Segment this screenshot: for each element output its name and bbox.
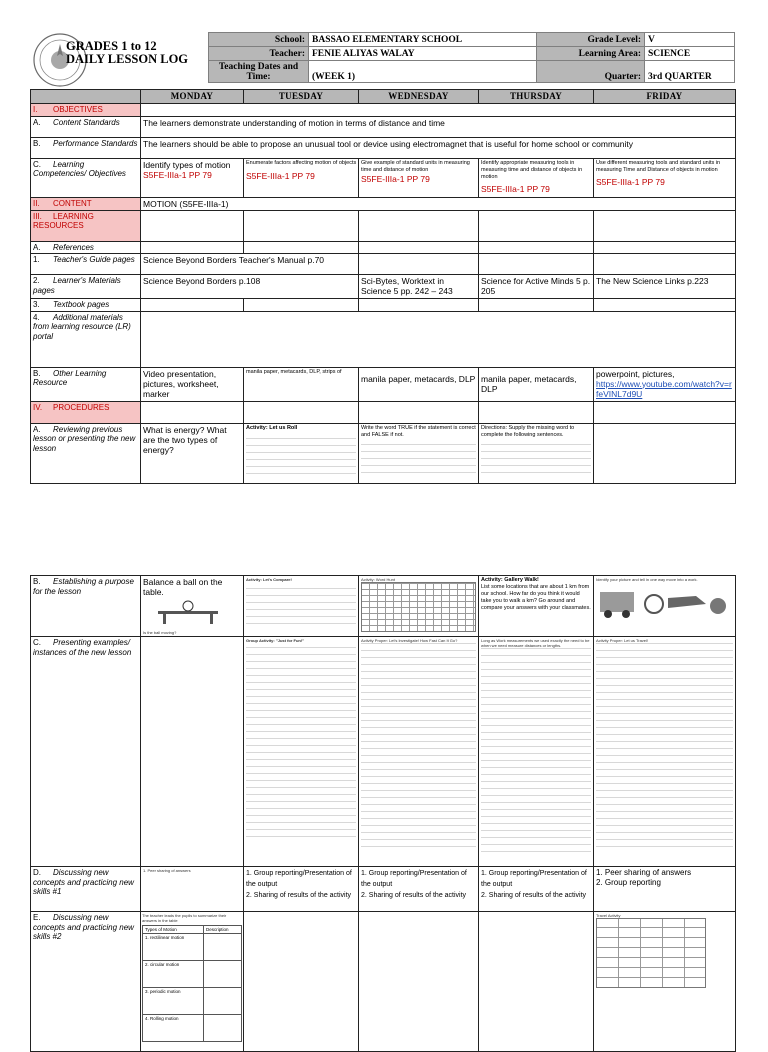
dates-value: (WEEK 1) (309, 61, 537, 83)
form-title (66, 40, 188, 66)
establishing-tuesday-title: Activity: Let's Compare! (246, 577, 292, 582)
presenting-friday-title: Activity Proper: Let us Travel! (596, 638, 649, 643)
discussing1-friday-2: 2. Group reporting (596, 878, 661, 887)
learners-materials-wednesday: Sci-Bytes, Worktext in Science 5 pp. 242 – 243 (359, 275, 479, 299)
lesson-grid-page-1 (30, 89, 736, 484)
establishing-friday-title: Identify your picture and tell in one way move into a work. (596, 577, 698, 582)
description-col-header: Description (204, 926, 242, 934)
discussing2-label: E. Discussing new concepts and practicing new skills #2 (31, 912, 141, 1052)
other-resources-wednesday: manila paper, metacards, DLP (359, 367, 479, 401)
other-resources-tuesday: manila paper, metacards, DLP, strips of (244, 367, 359, 401)
discussing1-friday: 1. Peer sharing of answers (596, 868, 692, 877)
competency-wednesday: Give example of standard units in measuring time and distance of motion (361, 159, 470, 173)
table-ball-illustration-icon (143, 597, 238, 625)
competency-tuesday: Enumerate factors affecting motion of objects (246, 159, 357, 166)
worksheet-thumbnail (361, 439, 476, 479)
content-standards-text: The learners demonstrate understanding of motion in terms of distance and time (141, 116, 736, 137)
lesson-grid-page-2 (30, 575, 736, 1052)
establishing-monday: Balance a ball on the table. (143, 577, 223, 597)
competency-monday: Identify types of motion (143, 159, 231, 170)
reviewing-label: A. Reviewing previous lesson or presenting the new lesson (31, 423, 141, 483)
day-friday: FRIDAY (594, 90, 736, 104)
grade-level-label: Grade Level: (537, 33, 645, 47)
learners-materials-friday: The New Science Links p.223 (594, 275, 736, 299)
discussing1-wednesday-2: 2. Sharing of results of the activity (361, 892, 467, 899)
youtube-link[interactable]: https://www.youtube.com/watch?v=rfeVINL7d9U (596, 378, 732, 399)
competency-code-friday: S5FE-IIIa-1 PP 79 (596, 176, 665, 187)
school-value: BASSAO ELEMENTARY SCHOOL (309, 33, 537, 47)
teachers-guide-text: Science Beyond Borders Teacher's Manual p.70 (141, 254, 359, 275)
corner-cell (31, 90, 141, 104)
discussing1-wednesday: 1. Group reporting/Presentation of the output (361, 870, 467, 888)
teacher-label: Teacher: (209, 47, 309, 61)
learning-area-label: Learning Area: (537, 47, 645, 61)
other-resources-friday: powerpoint, pictures, (596, 368, 675, 379)
reviewing-tuesday-title: Activity: Let us Roll (246, 424, 298, 431)
reviewing-wednesday: Write the word TRUE if the statement is correct and FALSE if not. (361, 424, 476, 438)
competencies-label: C. Learning Competencies/ Objectives (31, 158, 141, 197)
competency-code-wednesday: S5FE-IIIa-1 PP 79 (361, 173, 430, 184)
discussing1-tuesday-2: 2. Sharing of results of the activity (246, 892, 352, 899)
other-resources-thursday: manila paper, metacards, DLP (479, 367, 594, 401)
lesson-log-page-2 (30, 575, 735, 1052)
competency-friday: Use different measuring tools and standard units in measuring Time and Distance of objects in motion (596, 159, 721, 173)
presenting-tuesday-title: Group Activity: "Just for Fun!" (246, 638, 305, 643)
vehicles-pictures-icon (596, 582, 732, 624)
day-monday: MONDAY (141, 90, 244, 104)
teachers-guide-label: 1. Teacher's Guide pages (31, 254, 141, 275)
discussing1-label: D. Discussing new concepts and practicing new skills #1 (31, 867, 141, 912)
day-tuesday: TUESDAY (244, 90, 359, 104)
additional-materials-label: 4. Additional materials from learning resource (LR) portal (31, 311, 141, 367)
establishing-thursday: List some locations that are about 1 km from our school. How far do you think it would take you to walk a km? Go around and compare your answers with your classmates. (481, 584, 591, 611)
learners-materials-monday: Science Beyond Borders p.108 (141, 275, 359, 299)
competency-code-tuesday: S5FE-IIIa-1 PP 79 (246, 170, 315, 181)
travel-table-thumbnail (596, 918, 706, 988)
header (30, 30, 735, 90)
word-hunt-grid (361, 582, 476, 632)
quarter-value: 3rd QUARTER (645, 61, 735, 83)
discussing1-monday: 1. Peer sharing of answers (141, 867, 244, 912)
performance-standards-text: The learners should be able to propose an unusual tool or device using electromagnet that is useful for home school or community (141, 137, 736, 158)
competency-code-monday: S5FE-IIIa-1 PP 79 (143, 169, 212, 180)
discussing1-tuesday: 1. Group reporting/Presentation of the output (246, 870, 352, 888)
lesson-log-page-1 (30, 30, 735, 484)
learners-materials-thursday: Science for Active Minds 5 p. 205 (479, 275, 594, 299)
day-thursday: THURSDAY (479, 90, 594, 104)
other-resources-monday: Video presentation, pictures, worksheet, marker (141, 367, 244, 401)
establishing-thursday-title: Activity: Gallery Walk! (481, 577, 539, 583)
procedures-label: IV. PROCEDURES (31, 401, 141, 423)
school-label: School: (209, 33, 309, 47)
learning-area-value: SCIENCE (645, 47, 735, 61)
discussing2-friday-title: Travel Activity (596, 913, 621, 918)
types-of-motion-table (142, 925, 242, 1042)
motion-type-row: 1. rectilinear motion (143, 934, 204, 961)
presenting-wednesday-title: Activity Proper: Let's Investigate! How Fast Can It Go? (361, 638, 458, 643)
form-title-line2: DAILY LESSON LOG (66, 52, 189, 66)
types-col-header: Types of Motion (143, 926, 204, 934)
teacher-value: FENIE ALIYAS WALAY (309, 47, 537, 61)
motion-type-row: 3. periodic motion (143, 988, 204, 1015)
establishing-monday-question: Is the ball moving? (143, 630, 177, 635)
content-standards-label: A. Content Standards (31, 116, 141, 137)
worksheet-thumbnail (481, 439, 591, 479)
learning-resources-label: III. LEARNING RESOURCES (31, 210, 141, 241)
dates-label: Teaching Dates and Time: (209, 61, 309, 83)
competency-code-thursday: S5FE-IIIa-1 PP 79 (481, 183, 550, 194)
worksheet-thumbnail (481, 648, 591, 858)
other-resources-label: B. Other Learning Resource (31, 367, 141, 401)
motion-type-row: 4. Rolling motion (143, 1015, 204, 1042)
competency-thursday: Identify appropriate measuring tools in measuring time and distance of objects in motion (481, 159, 583, 180)
motion-type-row: 2. circular motion (143, 961, 204, 988)
discussing1-thursday: 1. Group reporting/Presentation of the output (481, 870, 587, 888)
textbook-label: 3. Textbook pages (31, 299, 141, 312)
reviewing-monday: What is energy? What are the two types of energy? (141, 423, 244, 483)
grade-level-value: V (645, 33, 735, 47)
reviewing-thursday: Directions: Supply the missing word to complete the following sentences. (481, 424, 575, 438)
worksheet-thumbnail (596, 643, 733, 853)
discussing1-thursday-2: 2. Sharing of results of the activity (481, 892, 587, 899)
worksheet-thumbnail (246, 582, 356, 630)
worksheet-thumbnail (361, 643, 476, 853)
learners-materials-label: 2. Learner's Materials pages (31, 275, 141, 299)
header-info-table (208, 32, 735, 83)
content-text: MOTION (S5FE-IIIa-1) (141, 197, 736, 210)
quarter-label: Quarter: (537, 61, 645, 83)
form-title-line1: GRADES 1 to 12 (66, 39, 157, 53)
presenting-label: C. Presenting examples/ instances of the new lesson (31, 637, 141, 867)
presenting-thursday-title: Long as Work measurements we used exactly the need to be when we need measure distances or lengths. (481, 638, 590, 648)
discussing2-monday-title: The teacher leads the pupils to summarize their answers in the table (142, 913, 227, 923)
objectives-label: I. OBJECTIVES (31, 104, 141, 117)
references-label: A. References (31, 241, 141, 254)
establishing-wednesday-title: Activity: Word Hunt (361, 577, 395, 582)
worksheet-thumbnail (246, 432, 356, 480)
day-wednesday: WEDNESDAY (359, 90, 479, 104)
content-label: II. CONTENT (31, 197, 141, 210)
performance-standards-label: B. Performance Standards (31, 137, 141, 158)
worksheet-thumbnail (246, 643, 356, 843)
establishing-label: B. Establishing a purpose for the lesson (31, 576, 141, 637)
